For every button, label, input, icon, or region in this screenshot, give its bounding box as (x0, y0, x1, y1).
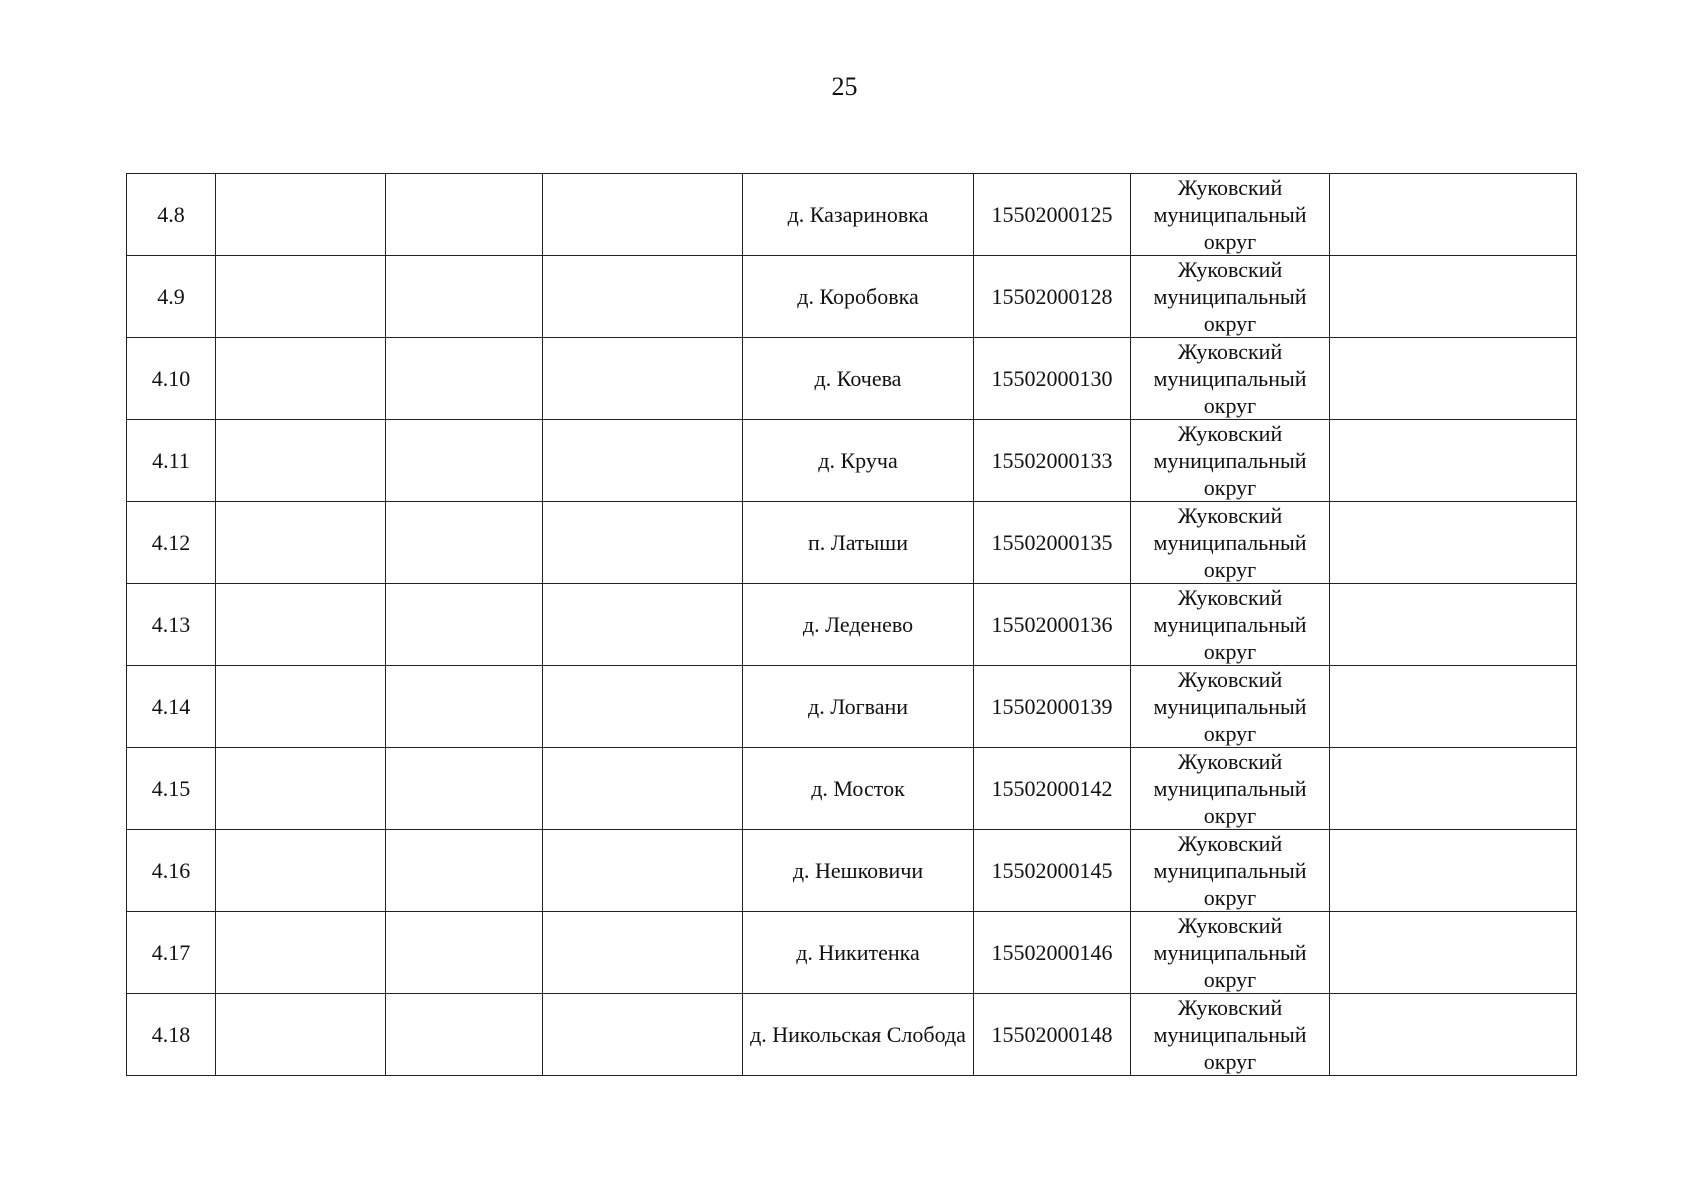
row-number-cell: 4.13 (127, 584, 216, 666)
settlement-name-cell: д. Нешковичи (743, 830, 974, 912)
table-row (127, 994, 1577, 1076)
empty-cell (386, 748, 543, 830)
table-row (127, 830, 1577, 912)
oktmo-code-cell: 15502000142 (974, 748, 1131, 830)
oktmo-code-cell: 15502000146 (974, 912, 1131, 994)
table-row (127, 256, 1577, 338)
oktmo-code-cell: 15502000125 (974, 174, 1131, 256)
oktmo-code-cell: 15502000145 (974, 830, 1131, 912)
row-number-cell: 4.10 (127, 338, 216, 420)
empty-cell (543, 994, 743, 1076)
settlement-name-cell: д. Казариновка (743, 174, 974, 256)
table-row (127, 338, 1577, 420)
empty-cell (543, 830, 743, 912)
empty-cell (543, 666, 743, 748)
empty-cell (386, 502, 543, 584)
settlement-name-cell: д. Круча (743, 420, 974, 502)
settlement-name-cell: д. Кочева (743, 338, 974, 420)
empty-cell (216, 584, 386, 666)
empty-cell (216, 420, 386, 502)
empty-cell (1330, 666, 1577, 748)
table-row (127, 912, 1577, 994)
oktmo-code-cell: 15502000133 (974, 420, 1131, 502)
empty-cell (386, 584, 543, 666)
settlement-name-cell: д. Никитенка (743, 912, 974, 994)
municipality-cell: Жуковский муниципальный округ (1131, 994, 1330, 1076)
empty-cell (216, 666, 386, 748)
empty-cell (216, 994, 386, 1076)
empty-cell (216, 502, 386, 584)
municipality-cell: Жуковский муниципальный округ (1131, 502, 1330, 584)
oktmo-code-cell: 15502000148 (974, 994, 1131, 1076)
empty-cell (1330, 174, 1577, 256)
page-number: 25 (831, 72, 858, 101)
municipality-cell: Жуковский муниципальный округ (1131, 420, 1330, 502)
empty-cell (1330, 420, 1577, 502)
municipality-cell: Жуковский муниципальный округ (1131, 830, 1330, 912)
settlement-name-cell: п. Латыши (743, 502, 974, 584)
empty-cell (543, 420, 743, 502)
empty-cell (1330, 338, 1577, 420)
empty-cell (1330, 584, 1577, 666)
row-number-cell: 4.15 (127, 748, 216, 830)
table-row (127, 174, 1577, 256)
empty-cell (386, 338, 543, 420)
empty-cell (216, 174, 386, 256)
empty-cell (386, 420, 543, 502)
municipality-cell: Жуковский муниципальный округ (1131, 174, 1330, 256)
settlement-name-cell: д. Логвани (743, 666, 974, 748)
row-number-cell: 4.8 (127, 174, 216, 256)
empty-cell (386, 994, 543, 1076)
municipality-cell: Жуковский муниципальный округ (1131, 584, 1330, 666)
empty-cell (386, 912, 543, 994)
row-number-cell: 4.12 (127, 502, 216, 584)
empty-cell (543, 338, 743, 420)
oktmo-code-cell: 15502000130 (974, 338, 1131, 420)
settlement-name-cell: д. Мосток (743, 748, 974, 830)
settlements-table (126, 173, 1577, 1076)
table-row (127, 666, 1577, 748)
empty-cell (216, 912, 386, 994)
oktmo-code-cell: 15502000139 (974, 666, 1131, 748)
table-row (127, 584, 1577, 666)
empty-cell (386, 830, 543, 912)
municipality-cell: Жуковский муниципальный округ (1131, 748, 1330, 830)
settlement-name-cell: д. Коробовка (743, 256, 974, 338)
row-number-cell: 4.14 (127, 666, 216, 748)
empty-cell (1330, 502, 1577, 584)
empty-cell (386, 174, 543, 256)
table-row (127, 502, 1577, 584)
municipality-cell: Жуковский муниципальный округ (1131, 912, 1330, 994)
table-row (127, 748, 1577, 830)
empty-cell (543, 912, 743, 994)
empty-cell (543, 256, 743, 338)
row-number-cell: 4.9 (127, 256, 216, 338)
empty-cell (543, 174, 743, 256)
municipality-cell: Жуковский муниципальный округ (1131, 666, 1330, 748)
row-number-cell: 4.11 (127, 420, 216, 502)
settlement-name-cell: д. Никольская Слобода (743, 994, 974, 1076)
empty-cell (216, 830, 386, 912)
empty-cell (543, 502, 743, 584)
oktmo-code-cell: 15502000136 (974, 584, 1131, 666)
empty-cell (216, 748, 386, 830)
municipality-cell: Жуковский муниципальный округ (1131, 256, 1330, 338)
empty-cell (386, 256, 543, 338)
municipality-cell: Жуковский муниципальный округ (1131, 338, 1330, 420)
empty-cell (543, 748, 743, 830)
empty-cell (1330, 994, 1577, 1076)
oktmo-code-cell: 15502000135 (974, 502, 1131, 584)
row-number-cell: 4.18 (127, 994, 216, 1076)
empty-cell (1330, 830, 1577, 912)
empty-cell (543, 584, 743, 666)
empty-cell (1330, 748, 1577, 830)
oktmo-code-cell: 15502000128 (974, 256, 1131, 338)
empty-cell (386, 666, 543, 748)
row-number-cell: 4.16 (127, 830, 216, 912)
settlement-name-cell: д. Леденево (743, 584, 974, 666)
table-row (127, 420, 1577, 502)
empty-cell (216, 338, 386, 420)
empty-cell (216, 256, 386, 338)
row-number-cell: 4.17 (127, 912, 216, 994)
empty-cell (1330, 912, 1577, 994)
empty-cell (1330, 256, 1577, 338)
